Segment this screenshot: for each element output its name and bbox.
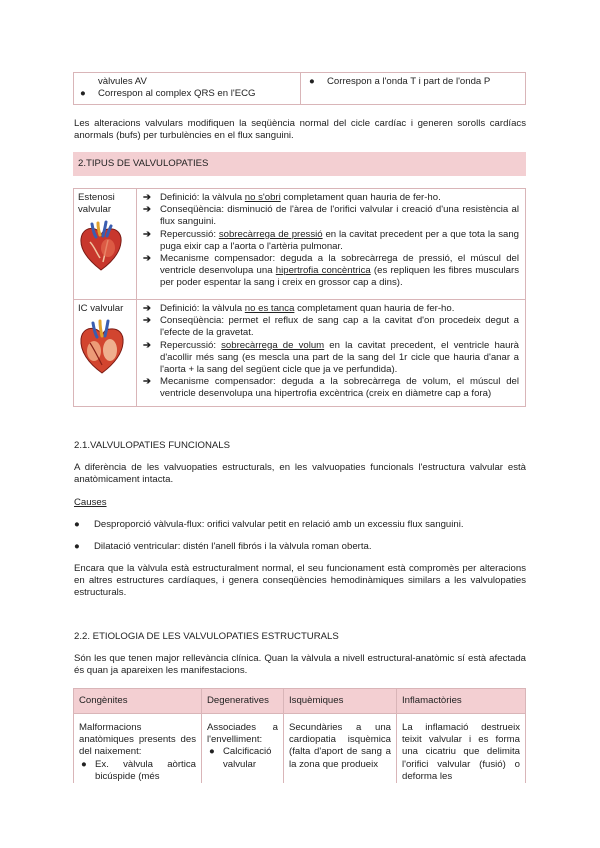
section-heading — [73, 152, 526, 176]
heart-illustration-icon — [78, 319, 126, 375]
subsection-title: 2.2. ETIOLOGIA DE LES VALVULOPATIES ESTRUCTURALS — [74, 631, 339, 642]
list-item: ➔ Definició: la vàlvula no es tanca completament quan hauria de fer-ho. — [143, 303, 455, 314]
top-table-right-cell — [301, 73, 526, 105]
list-item: ● Dilatació ventricular: distén l'anell fibrós i la vàlvula roman oberta. — [74, 541, 372, 552]
arrow-icon: ➔ — [143, 303, 152, 314]
bullet-icon: ● — [74, 519, 80, 530]
bullet-icon: ● — [209, 746, 215, 758]
valv-label-cell — [74, 189, 137, 300]
functional-paragraph-2: Encara que la vàlvula està estructuralment normal, el seu funcionament està compromès per alteracions en altres estructures cardíaques, i genera conseqüències hemodinàmiques similars a les valvulopaties estructurals. — [74, 563, 526, 599]
table-row — [74, 300, 526, 407]
valv-label-cell — [74, 300, 137, 407]
list-item: ➔ Conseqüència: disminució de l'àrea de l'orifici valvular i creació d'una resistència al flux sanguini. — [143, 204, 519, 228]
list-item: ➔ Repercussió: sobrecàrrega de pressió en la cavitat precedent per a que tota la sang puga eixir cap a l'aorta o l'artèria pulmonar. — [143, 228, 519, 252]
table-cell: Secundàries a una cardiopatia isquèmica (falta d'aport de sang a la zona que produeix — [284, 714, 397, 784]
list-item: ➔ Mecanisme compensador: deguda a la sobrecàrrega de pressió, el múscul del ventricle desenvolupa una hipertrofia concèntrica (es repliquen les fibres musculars per poder espentar la sang i creix en grossor cap a dins). — [143, 253, 520, 289]
bullet-icon: ● — [74, 541, 80, 552]
list-item: ● Ex. vàlvula aòrtica bicúspide (més — [81, 758, 196, 782]
arrow-icon: ➔ — [143, 315, 152, 327]
table-row — [74, 714, 526, 784]
arrow-icon: ➔ — [143, 376, 152, 388]
etiology-table — [73, 688, 526, 783]
causes-label: Causes — [74, 497, 107, 508]
list-item: ➔ Repercussió: sobrecàrrega de volum en la cavitat precedent, el ventricle haurà d'acollir més sang (es mescla una part de la sang del 1r cicle que hauria d'anar a l'aorta + la sang del següent cicle que ja ve perfundida). — [143, 339, 519, 376]
list-item: ● Desproporció vàlvula-flux: orifici valvular petit en relació amb un excessiu flux sanguini. — [74, 519, 464, 530]
list-item: ➔ Mecanisme compensador: deguda a la sobrecàrrega de volum, el múscul del ventricle desenvolupa una hipertrofia excèntrica (creix en diàmetre cap a fora) — [143, 376, 519, 400]
arrow-icon: ➔ — [143, 228, 152, 240]
list-item: ● Correspon al complex QRS en l'ECG — [80, 88, 256, 100]
arrow-icon: ➔ — [143, 204, 152, 216]
column-header: Congènites — [74, 689, 202, 714]
arrow-icon: ➔ — [143, 192, 152, 203]
valv-label: Estenosi valvular — [78, 192, 115, 216]
valvulopathies-table — [73, 188, 526, 407]
top-table-left-cell — [74, 73, 301, 105]
valv-content-cell — [137, 189, 526, 300]
table-row — [74, 189, 526, 300]
table-cell: Malformacions anatòmiques presents des del naixement: ● Ex. vàlvula aòrtica bicúspide (més — [74, 714, 202, 784]
column-header: Isquèmiques — [284, 689, 397, 714]
heart-illustration-icon — [78, 220, 124, 272]
list-item: ➔ Conseqüència: permet el reflux de sang cap a la cavitat d'on procedeix degut a l'efecte de la gravetat. — [143, 315, 519, 339]
list-item: ● Correspon a l'onda T i part de l'onda P — [309, 76, 491, 87]
bullet-icon: ● — [81, 758, 87, 770]
table-cell: Associades a l'envelliment: ● Calcificació valvular — [202, 714, 284, 784]
intro-paragraph: Les alteracions valvulars modifiquen la seqüència normal del cicle cardíac i generen sorolls cardíacs anormals (bufs) per turbulències en el flux sanguini. — [74, 118, 526, 142]
column-header: Degeneratives — [202, 689, 284, 714]
valv-content-cell — [137, 300, 526, 407]
table-header-row — [74, 689, 526, 714]
functional-paragraph: A diferència de les valvuopaties estructurals, en les valvuopaties funcionals l'estructura valvular està anatòmicament intacta. — [74, 462, 526, 486]
column-header: Inflamactòries — [397, 689, 526, 714]
valv-label: IC valvular — [78, 303, 124, 314]
section-title: 2.TIPUS DE VALVULOPATIES — [78, 158, 209, 169]
table-cell: La inflamació destrueix teixit valvular i es forma una cicatriu que delimita l'orifici valvular (fusió) o deforma les — [397, 714, 526, 784]
list-item: ● Calcificació valvular — [209, 746, 272, 770]
top-continuation-table — [73, 72, 526, 105]
arrow-icon: ➔ — [143, 339, 152, 351]
list-item: vàlvules AV — [98, 76, 147, 87]
list-item: ➔ Definició: la vàlvula no s'obri completament quan hauria de fer-ho. — [143, 192, 441, 203]
etiology-paragraph: Són les que tenen major rellevància clínica. Quan la vàlvula a nivell estructural-anatòmic sí està afectada és quan ja apareixen les manifestacions. — [74, 653, 526, 677]
subsection-title: 2.1.VALVULOPATIES FUNCIONALS — [74, 440, 231, 451]
arrow-icon: ➔ — [143, 253, 152, 265]
